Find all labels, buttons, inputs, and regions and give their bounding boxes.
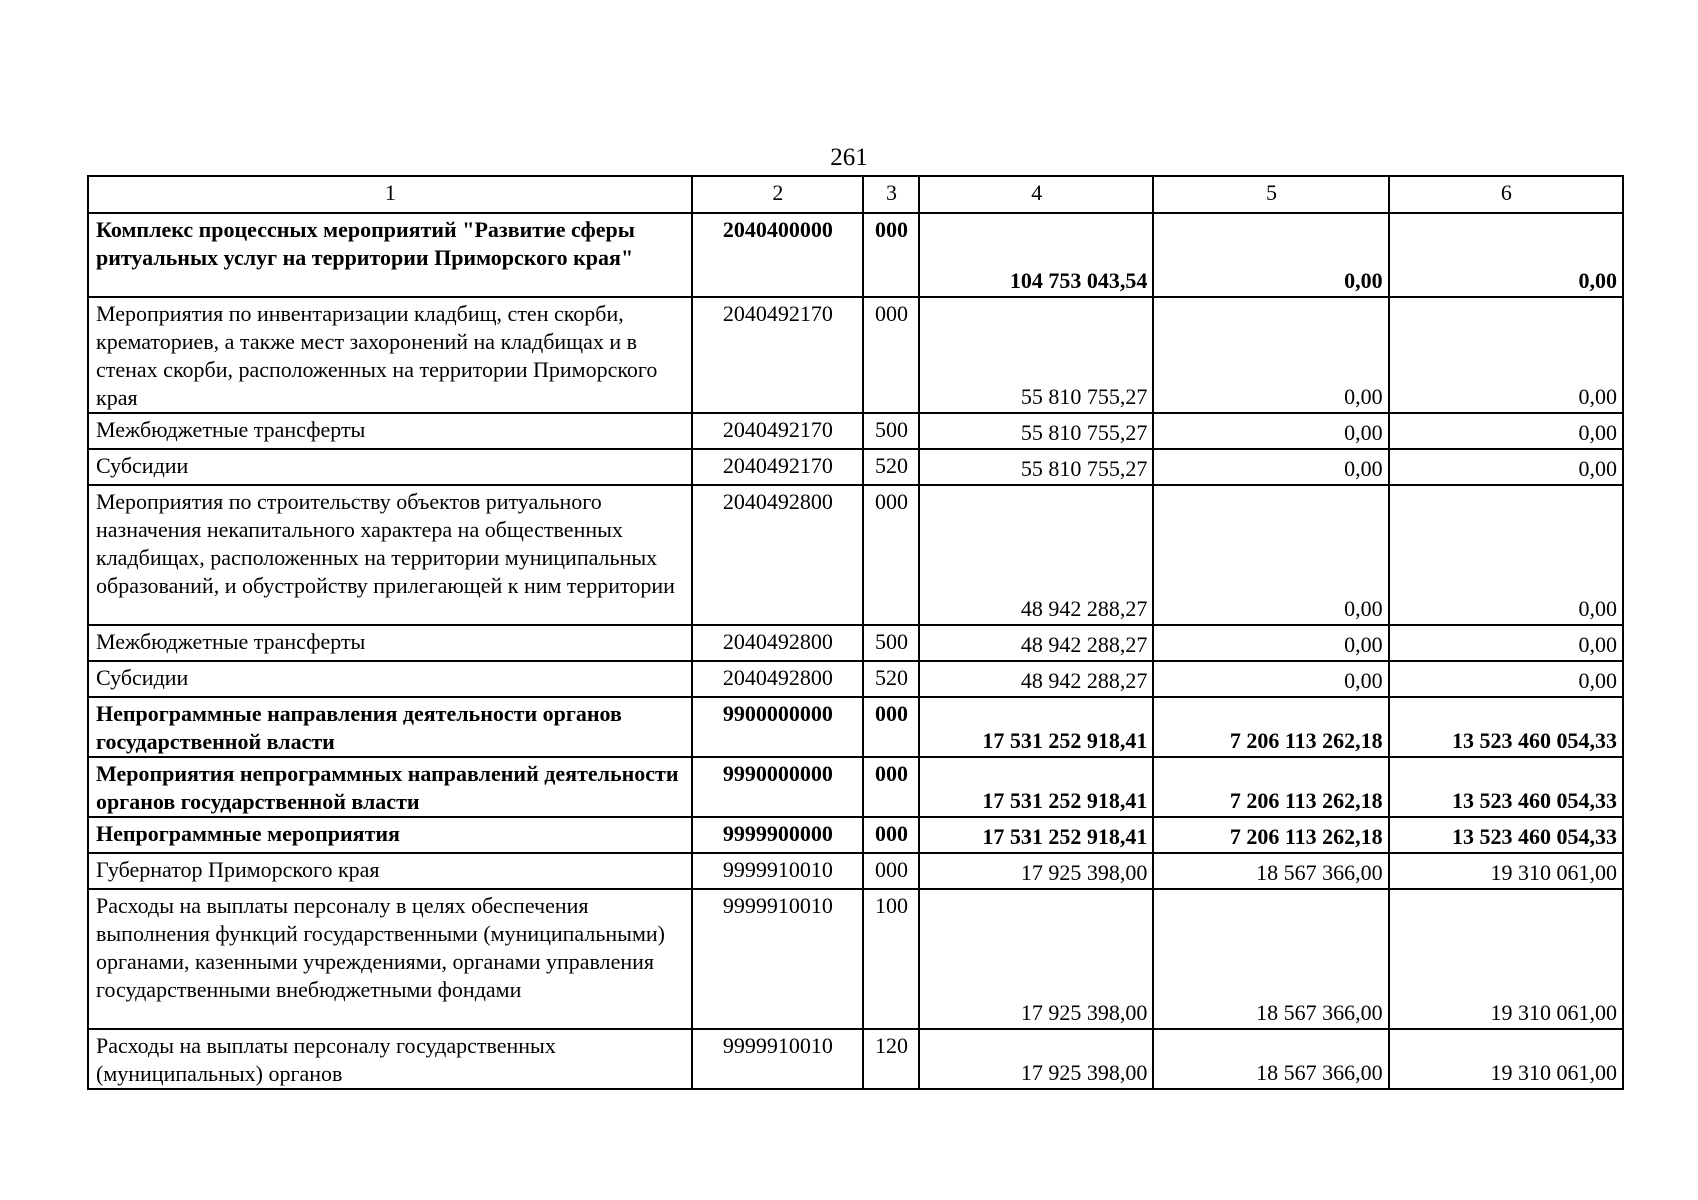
row-amount-col5: 0,00 xyxy=(1153,297,1388,413)
row-target-code: 2040492800 xyxy=(692,625,863,661)
table-row xyxy=(88,757,1623,817)
table-row xyxy=(88,485,1623,625)
row-expense-type: 000 xyxy=(863,697,919,757)
row-amount-col5: 7 206 113 262,18 xyxy=(1153,817,1388,853)
row-amount-col4: 104 753 043,54 xyxy=(919,213,1153,297)
row-expense-type: 120 xyxy=(863,1029,919,1089)
row-target-code: 9999900000 xyxy=(692,817,863,853)
row-amount-col4: 48 942 288,27 xyxy=(919,485,1153,625)
table-row xyxy=(88,413,1623,449)
row-amount-col5: 18 567 366,00 xyxy=(1153,853,1388,889)
row-amount-col6: 0,00 xyxy=(1389,413,1623,449)
row-amount-col6: 13 523 460 054,33 xyxy=(1389,697,1623,757)
row-amount-col5: 0,00 xyxy=(1153,413,1388,449)
budget-table-body xyxy=(88,176,1623,1089)
column-header-6: 6 xyxy=(1389,176,1623,213)
row-amount-col6: 0,00 xyxy=(1389,625,1623,661)
row-amount-col4: 17 531 252 918,41 xyxy=(919,697,1153,757)
row-name: Расходы на выплаты персоналу государственных (муниципальных) органов xyxy=(88,1029,692,1089)
row-expense-type: 000 xyxy=(863,297,919,413)
column-header-5: 5 xyxy=(1153,176,1388,213)
row-expense-type: 100 xyxy=(863,889,919,1029)
row-expense-type: 500 xyxy=(863,625,919,661)
row-expense-type: 000 xyxy=(863,485,919,625)
table-row xyxy=(88,853,1623,889)
page-number: 261 xyxy=(830,144,868,171)
row-amount-col4: 17 925 398,00 xyxy=(919,1029,1153,1089)
column-header-4: 4 xyxy=(919,176,1153,213)
table-row xyxy=(88,661,1623,697)
row-amount-col5: 0,00 xyxy=(1153,449,1388,485)
column-number-header xyxy=(88,176,1623,213)
row-amount-col6: 19 310 061,00 xyxy=(1389,1029,1623,1089)
row-target-code: 9900000000 xyxy=(692,697,863,757)
row-target-code: 2040492800 xyxy=(692,661,863,697)
row-name: Расходы на выплаты персоналу в целях обеспечения выполнения функций государственными (муниципальными) органами, казенными учреждениями, органами управления государственными внебюджетными фондами xyxy=(88,889,692,1029)
row-amount-col6: 13 523 460 054,33 xyxy=(1389,817,1623,853)
row-name: Мероприятия по строительству объектов ритуального назначения некапитального характера на общественных кладбищах, расположенных на территории муниципальных образований, и обустройству прилегающей к ним территории xyxy=(88,485,692,625)
row-expense-type: 520 xyxy=(863,661,919,697)
row-target-code: 9999910010 xyxy=(692,1029,863,1089)
row-amount-col6: 0,00 xyxy=(1389,449,1623,485)
table-row xyxy=(88,1029,1623,1089)
row-target-code: 2040492170 xyxy=(692,297,863,413)
table-row xyxy=(88,213,1623,297)
row-amount-col4: 55 810 755,27 xyxy=(919,297,1153,413)
column-header-1: 1 xyxy=(88,176,692,213)
row-amount-col4: 17 925 398,00 xyxy=(919,889,1153,1029)
row-name: Межбюджетные трансферты xyxy=(88,625,692,661)
row-amount-col4: 17 925 398,00 xyxy=(919,853,1153,889)
row-expense-type: 000 xyxy=(863,817,919,853)
row-name: Субсидии xyxy=(88,449,692,485)
row-amount-col6: 0,00 xyxy=(1389,213,1623,297)
row-expense-type: 000 xyxy=(863,213,919,297)
row-name: Комплекс процессных мероприятий "Развитие сферы ритуальных услуг на территории Приморского края" xyxy=(88,213,692,297)
row-amount-col6: 13 523 460 054,33 xyxy=(1389,757,1623,817)
row-target-code: 2040492800 xyxy=(692,485,863,625)
row-amount-col6: 19 310 061,00 xyxy=(1389,853,1623,889)
table-row xyxy=(88,697,1623,757)
row-amount-col5: 18 567 366,00 xyxy=(1153,889,1388,1029)
row-amount-col6: 0,00 xyxy=(1389,485,1623,625)
row-amount-col4: 17 531 252 918,41 xyxy=(919,757,1153,817)
row-target-code: 9990000000 xyxy=(692,757,863,817)
column-header-3: 3 xyxy=(863,176,919,213)
column-header-2: 2 xyxy=(692,176,863,213)
row-amount-col5: 18 567 366,00 xyxy=(1153,1029,1388,1089)
row-amount-col6: 0,00 xyxy=(1389,661,1623,697)
row-amount-col4: 55 810 755,27 xyxy=(919,413,1153,449)
budget-table xyxy=(87,175,1624,1090)
row-name: Губернатор Приморского края xyxy=(88,853,692,889)
row-amount-col6: 0,00 xyxy=(1389,297,1623,413)
table-row xyxy=(88,625,1623,661)
row-amount-col4: 48 942 288,27 xyxy=(919,625,1153,661)
row-amount-col5: 0,00 xyxy=(1153,661,1388,697)
row-target-code: 9999910010 xyxy=(692,853,863,889)
row-amount-col5: 7 206 113 262,18 xyxy=(1153,757,1388,817)
row-target-code: 9999910010 xyxy=(692,889,863,1029)
row-amount-col4: 48 942 288,27 xyxy=(919,661,1153,697)
table-row xyxy=(88,297,1623,413)
table-row xyxy=(88,449,1623,485)
row-amount-col4: 55 810 755,27 xyxy=(919,449,1153,485)
row-target-code: 2040492170 xyxy=(692,449,863,485)
row-expense-type: 000 xyxy=(863,757,919,817)
row-target-code: 2040400000 xyxy=(692,213,863,297)
row-amount-col6: 19 310 061,00 xyxy=(1389,889,1623,1029)
row-name: Непрограммные мероприятия xyxy=(88,817,692,853)
row-name: Межбюджетные трансферты xyxy=(88,413,692,449)
table-row xyxy=(88,817,1623,853)
row-expense-type: 520 xyxy=(863,449,919,485)
row-amount-col5: 7 206 113 262,18 xyxy=(1153,697,1388,757)
row-target-code: 2040492170 xyxy=(692,413,863,449)
row-name: Мероприятия непрограммных направлений деятельности органов государственной власти xyxy=(88,757,692,817)
row-amount-col5: 0,00 xyxy=(1153,213,1388,297)
row-amount-col5: 0,00 xyxy=(1153,485,1388,625)
row-expense-type: 000 xyxy=(863,853,919,889)
row-name: Субсидии xyxy=(88,661,692,697)
row-amount-col5: 0,00 xyxy=(1153,625,1388,661)
row-name: Мероприятия по инвентаризации кладбищ, стен скорби, крематориев, а также мест захоронений на кладбищах и в стенах скорби, расположенных на территории Приморского края xyxy=(88,297,692,413)
table-row xyxy=(88,889,1623,1029)
row-name: Непрограммные направления деятельности органов государственной власти xyxy=(88,697,692,757)
row-amount-col4: 17 531 252 918,41 xyxy=(919,817,1153,853)
row-expense-type: 500 xyxy=(863,413,919,449)
